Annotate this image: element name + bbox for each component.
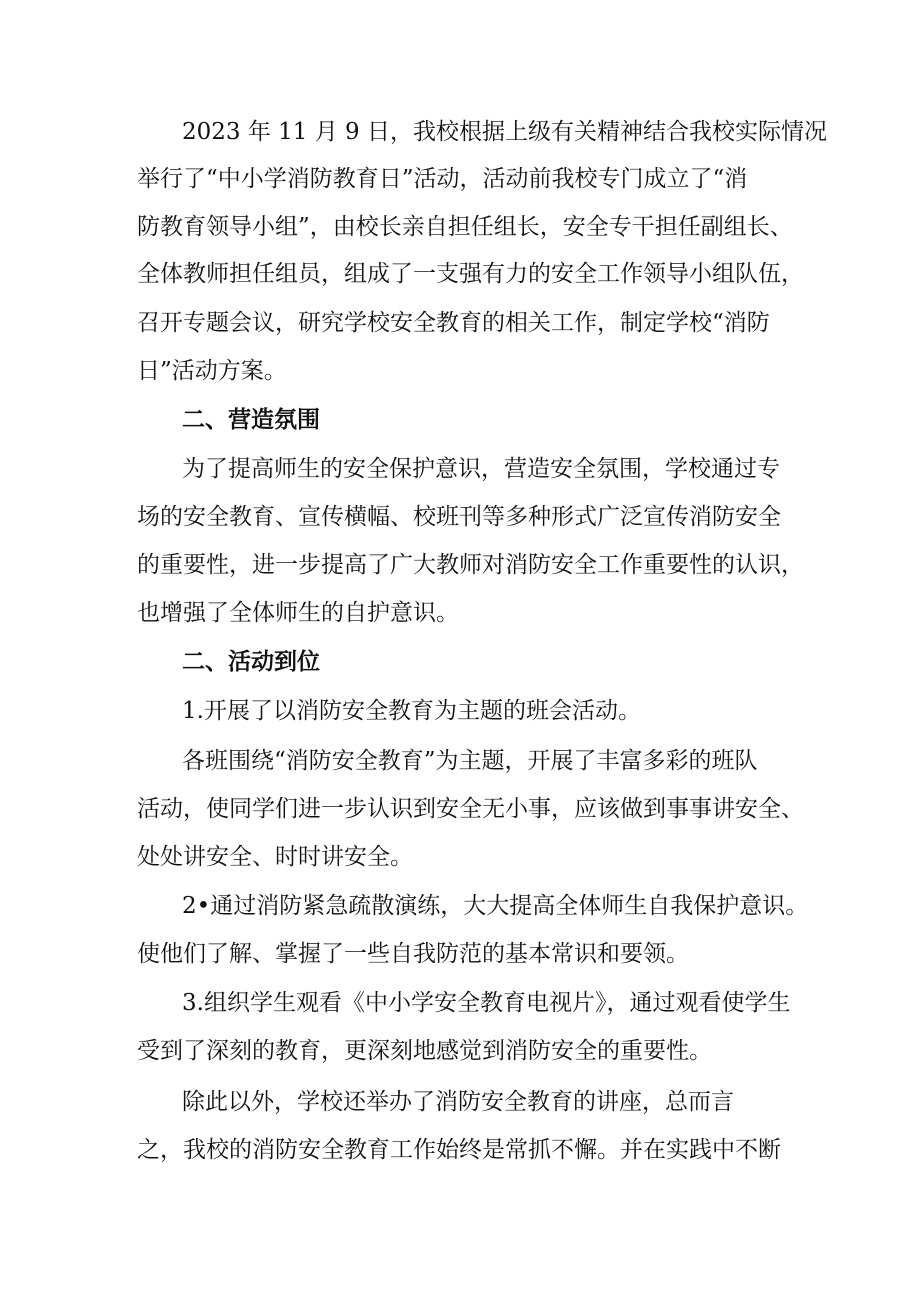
body-line: 全体教师担任组员，组成了一支强有力的安全工作领导小组队伍，: [137, 261, 804, 287]
body-line: 受到了深刻的教育，更深刻地感觉到消防安全的重要性。: [137, 1038, 712, 1064]
body-line: 1.开展了以消防安全教育为主题的班会活动。: [182, 698, 641, 724]
body-line: 防教育领导小组”，由校长亲自担任组长，安全专干担任副组长、: [137, 214, 793, 240]
body-line: 场的安全教育、宣传横幅、校班刊等多种形式广泛宣传消防安全: [137, 504, 781, 530]
body-line: 处处讲安全、时时讲安全。: [137, 844, 413, 870]
body-line: 召开专题会议，研究学校安全教育的相关工作，制定学校“消防: [137, 310, 770, 336]
body-line: 日”活动方案。: [137, 358, 287, 384]
body-line: 除此以外，学校还举办了消防安全教育的讲座，总而言: [182, 1089, 734, 1115]
body-line: 2•通过消防紧急疏散演练，大大提高全体师生自我保护意识。: [182, 893, 809, 919]
section-heading: 二、营造氛围: [182, 406, 320, 433]
body-line: 的重要性，进一步提高了广大教师对消防安全工作重要性的认识，: [137, 552, 804, 578]
body-line: 也增强了全体师生的自护意识。: [137, 600, 459, 626]
body-line: 2023 年 11 月 9 日，我校根据上级有关精神结合我校实际情况: [182, 119, 827, 145]
section-heading: 二、活动到位: [182, 648, 320, 675]
body-line: 使他们了解、掌握了一些自我防范的基本常识和要领。: [137, 941, 689, 967]
body-line: 3.组织学生观看《中小学安全教育电视片》，通过观看使学生: [182, 990, 791, 1016]
body-line: 之，我校的消防安全教育工作始终是常抓不懈。并在实践中不断: [137, 1137, 781, 1163]
body-line: 各班围绕“消防安全教育”为主题，开展了丰富多彩的班队: [182, 748, 758, 774]
body-line: 活动，使同学们进一步认识到安全无小事，应该做到事事讲安全、: [137, 796, 804, 822]
body-line: 举行了“中小学消防教育日”活动，活动前我校专门成立了“消: [137, 166, 748, 192]
body-line: 为了提高师生的安全保护意识，营造安全氛围，学校通过专: [182, 456, 780, 482]
